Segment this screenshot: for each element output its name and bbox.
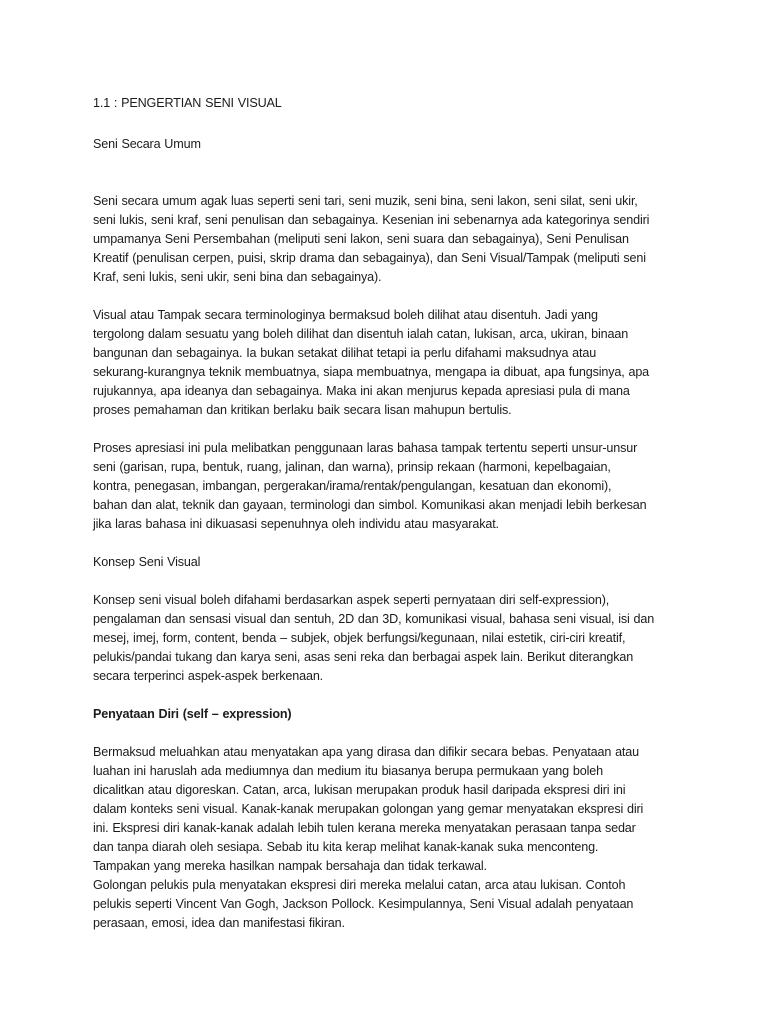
text-line: secara terperinci aspek-aspek berkenaan. <box>93 669 324 683</box>
text-line: Tampakan yang mereka hasilkan nampak bersahaja dan tidak terkawal. <box>93 859 487 873</box>
text-line: Konsep seni visual boleh difahami berdasarkan aspek seperti pernyataan diri self-expression), <box>93 593 610 607</box>
text-line: Proses apresiasi ini pula melibatkan penggunaan laras bahasa tampak tertentu seperti unsur-unsur <box>93 441 638 455</box>
text-line: Kraf, seni lukis, seni ukir, seni bina dan sebagainya). <box>93 270 382 284</box>
paragraph <box>93 439 683 534</box>
text-line: rujukannya, apa ideanya dan sebagainya. Maka ini akan menjurus kepada apresiasi pula di mana <box>93 384 630 398</box>
paragraph <box>93 306 683 420</box>
text-line: luahan ini haruslah ada mediumnya dan medium itu biasanya berupa permukaan yang boleh <box>93 764 603 778</box>
text-line: jika laras bahasa ini dikuasasi sepenuhnya oleh individu atau masyarakat. <box>93 517 499 531</box>
text-line: Golongan pelukis pula menyatakan ekspresi diri mereka melalui catan, arca atau lukisan. Contoh <box>93 878 626 892</box>
text-line: Seni secara umum agak luas seperti seni tari, seni muzik, seni bina, seni lakon, seni silat, seni ukir, <box>93 194 638 208</box>
text-line: sekurang-kurangnya teknik membuatnya, siapa membuatnya, mengapa ia dibuat, apa fungsinya, apa <box>93 365 650 379</box>
paragraph <box>93 743 683 876</box>
text-line: bahan dan alat, teknik dan gayaan, terminologi dan simbol. Komunikasi akan menjadi lebih berkesan <box>93 498 647 512</box>
text-line: Visual atau Tampak secara terminologinya bermaksud boleh dilihat atau disentuh. Jadi yang <box>93 308 598 322</box>
text-line: pengalaman dan sensasi visual dan sentuh, 2D dan 3D, komunikasi visual, bahasa seni visual, isi dan <box>93 612 655 626</box>
text-line: perasaan, emosi, idea dan manifestasi fikiran. <box>93 916 345 930</box>
text-line: pelukis/pandai tukang dan karya seni, asas seni reka dan berbagai aspek lain. Berikut diterangkan <box>93 650 634 664</box>
section-heading-seni-secara-umum: Seni Secara Umum <box>93 137 201 151</box>
paragraph <box>93 192 683 287</box>
text-line: dan tanpa diarah oleh sesiapa. Sebab itu kita kerap melihat kanak-kanak suka menconteng. <box>93 840 599 854</box>
text-line: dalam konteks seni visual. Kanak-kanak merupakan golongan yang gemar menyatakan ekspresi diri <box>93 802 644 816</box>
document-title: 1.1 : PENGERTIAN SENI VISUAL <box>93 96 282 110</box>
section-heading-konsep-seni-visual: Konsep Seni Visual <box>93 555 201 569</box>
text-line: seni (garisan, rupa, bentuk, ruang, jalinan, dan warna), prinsip rekaan (harmoni, kepelbagaian, <box>93 460 611 474</box>
text-line: tergolong dalam sesuatu yang boleh dilihat dan disentuh ialah catan, lukisan, arca, ukiran, binaan <box>93 327 629 341</box>
text-line: proses pemahaman dan kritikan berlaku baik secara lisan mahupun bertulis. <box>93 403 512 417</box>
text-line: ini. Ekspresi diri kanak-kanak adalah lebih tulen kerana mereka menyatakan perasaan tanpa sedar <box>93 821 636 835</box>
text-line: mesej, imej, form, content, benda – subjek, objek berfungsi/kegunaan, nilai estetik, ciri-ciri kreatif, <box>93 631 626 645</box>
text-line: umpamanya Seni Persembahan (meliputi seni lakon, seni suara dan sebagainya), Seni Penulisan <box>93 232 629 246</box>
paragraph <box>93 876 683 933</box>
text-line: pelukis seperti Vincent Van Gogh, Jackson Pollock. Kesimpulannya, Seni Visual adalah penyataan <box>93 897 634 911</box>
text-line: seni lukis, seni kraf, seni penulisan dan sebagainya. Kesenian ini sebenarnya ada kategorinya sendiri <box>93 213 650 227</box>
section-heading-penyataan-diri: Penyataan Diri (self – expression) <box>93 707 292 721</box>
text-line: dicalitkan atau digoreskan. Catan, arca, lukisan merupakan produk hasil daripada ekspresi diri ini <box>93 783 626 797</box>
document-page <box>93 94 683 933</box>
text-line: bangunan dan sebagainya. Ia bukan setakat dilihat tetapi ia perlu difahami maksudnya atau <box>93 346 597 360</box>
paragraph <box>93 591 683 686</box>
text-line: kontra, penegasan, imbangan, pergerakan/irama/rentak/pengulangan, kesatuan dan ekonomi), <box>93 479 612 493</box>
text-line: Kreatif (penulisan cerpen, puisi, skrip drama dan sebagainya), dan Seni Visual/Tampak (meliputi seni <box>93 251 646 265</box>
text-line: Bermaksud meluahkan atau menyatakan apa yang dirasa dan difikir secara bebas. Penyataan atau <box>93 745 639 759</box>
